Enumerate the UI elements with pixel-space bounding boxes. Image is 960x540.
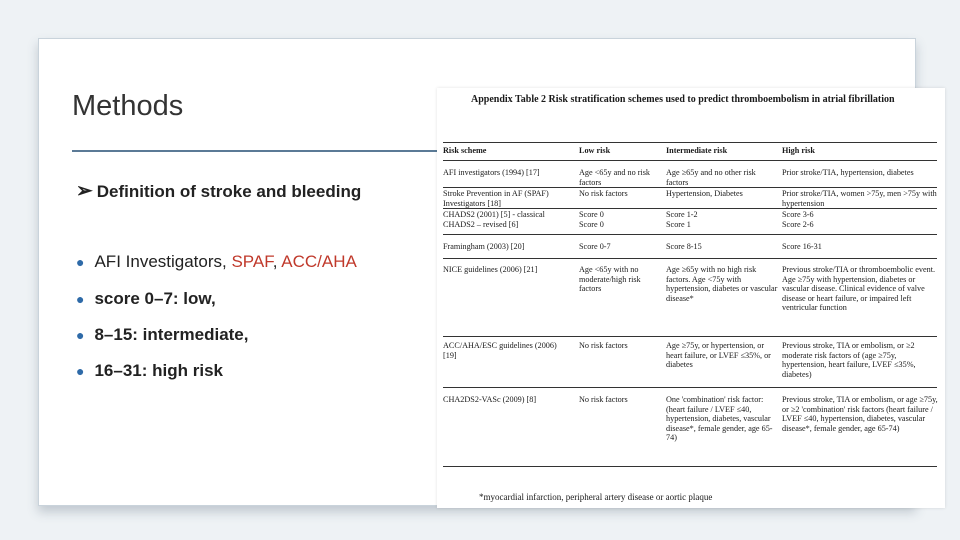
- arrow-bullet-icon: ➢: [76, 180, 93, 202]
- table-cell: CHA2DS2-VASc (2009) [8]: [443, 395, 537, 404]
- highlight-acc-aha: ACC/AHA: [281, 252, 357, 271]
- bullet-text: score 0–7: low,: [94, 289, 216, 308]
- row-rule: [443, 336, 937, 337]
- table-cell: CHADS2 – revised [6]: [443, 220, 519, 229]
- row-rule: [443, 208, 937, 209]
- bullet-text: 16–31: high risk: [94, 361, 223, 380]
- bullet-text: 8–15: intermediate,: [94, 325, 249, 344]
- table-cell: Score 0-7: [579, 242, 611, 251]
- table-cell: Age <65y and no risk factors: [579, 168, 651, 187]
- table-cell: Age <65y with no moderate/high risk factors: [579, 265, 641, 293]
- table-bottom-rule: [443, 466, 937, 467]
- highlight-spaf: SPAF: [231, 252, 273, 271]
- table-cell: Previous stroke, TIA or embolism, or ≥2 moderate risk factors of (age ≥75y, hypertension, heart failure, LVEF ≤35%, diabetes): [782, 341, 916, 379]
- table-cell: NICE guidelines (2006) [21]: [443, 265, 538, 274]
- table-footnote: *myocardial infarction, peripheral artery disease or aortic plaque: [479, 492, 713, 502]
- bullet-item-3: [76, 325, 248, 345]
- slide-title: Methods: [72, 90, 184, 122]
- table-cell: AFI investigators (1994) [17]: [443, 168, 540, 177]
- bullet-dot-icon: ●: [76, 363, 85, 379]
- table-cell: Stroke Prevention in AF (SPAF) Investigators [18]: [443, 189, 549, 208]
- header-risk-scheme: Risk scheme: [443, 146, 487, 155]
- header-high-risk: High risk: [782, 146, 815, 155]
- bullet-dot-icon: ●: [76, 291, 85, 307]
- table-cell: Score 0: [579, 210, 604, 219]
- bullet-item-4: [76, 361, 223, 381]
- table-cell: Score 8-15: [666, 242, 702, 251]
- bullet-text: AFI Investigators,: [94, 252, 232, 271]
- header-low-risk: Low risk: [579, 146, 611, 155]
- table-cell: ACC/AHA/ESC guidelines (2006) [19]: [443, 341, 557, 360]
- table-cell: Prior stroke/TIA, hypertension, diabetes: [782, 168, 914, 177]
- table-cell: Framingham (2003) [20]: [443, 242, 525, 251]
- table-cell: Score 0: [579, 220, 604, 229]
- table-cell: Score 2-6: [782, 220, 814, 229]
- title-divider: [72, 150, 452, 152]
- table-cell: No risk factors: [579, 189, 628, 198]
- table-cell: No risk factors: [579, 395, 628, 404]
- table-cell: Score 16-31: [782, 242, 822, 251]
- risk-table-image: [437, 88, 945, 508]
- table-cell: Previous stroke/TIA or thromboembolic event. Age ≥75y with hypertension, diabetes or vascular disease. Clinical evidence of valve disease or heart failure, or impaired left ventricular function: [782, 265, 936, 312]
- table-cell: Prior stroke/TIA, women >75y, men >75y with hypertension: [782, 189, 937, 208]
- row-rule: [443, 387, 937, 388]
- bullet-separator: ,: [272, 252, 282, 271]
- bullet-item-1: [76, 252, 357, 272]
- header-intermediate-risk: Intermediate risk: [666, 146, 728, 155]
- section-heading: [76, 178, 361, 203]
- section-heading-text: Definition of stroke and bleeding: [96, 182, 362, 201]
- table-cell: Hypertension, Diabetes: [666, 189, 743, 198]
- row-rule: [443, 187, 937, 188]
- table-cell: Age ≥65y and no other risk factors: [666, 168, 756, 187]
- table-cell: Age ≥65y with no high risk factors. Age <75y with hypertension, diabetes or vascular disease*: [666, 265, 778, 303]
- row-rule: [443, 258, 937, 259]
- table-cell: CHADS2 (2001) [5] - classical: [443, 210, 545, 219]
- header-rule: [443, 160, 937, 161]
- table-top-rule: [443, 142, 937, 143]
- bullet-item-2: [76, 289, 216, 309]
- table-cell: Score 3-6: [782, 210, 814, 219]
- table-cell: Score 1-2: [666, 210, 698, 219]
- table-caption: Appendix Table 2 Risk stratification schemes used to predict thromboembolism in atrial fibrillation: [471, 94, 895, 105]
- table-cell: Age ≥75y, or hypertension, or heart failure, or LVEF ≤35%, or diabetes: [666, 341, 771, 369]
- table-cell: One 'combination' risk factor: (heart failure / LVEF ≤40, hypertension, diabetes, vascular disease*, female gender, age 65-74): [666, 395, 773, 442]
- row-rule: [443, 234, 937, 235]
- bullet-dot-icon: ●: [76, 254, 85, 270]
- table-cell: Score 1: [666, 220, 691, 229]
- table-cell: No risk factors: [579, 341, 628, 350]
- bullet-dot-icon: ●: [76, 327, 85, 343]
- table-cell: Previous stroke, TIA or embolism, or age ≥75y, or ≥2 'combination' risk factors (heart failure / LVEF ≤40, hypertension, diabetes, vascular disease*, female gender, age 65-74): [782, 395, 938, 433]
